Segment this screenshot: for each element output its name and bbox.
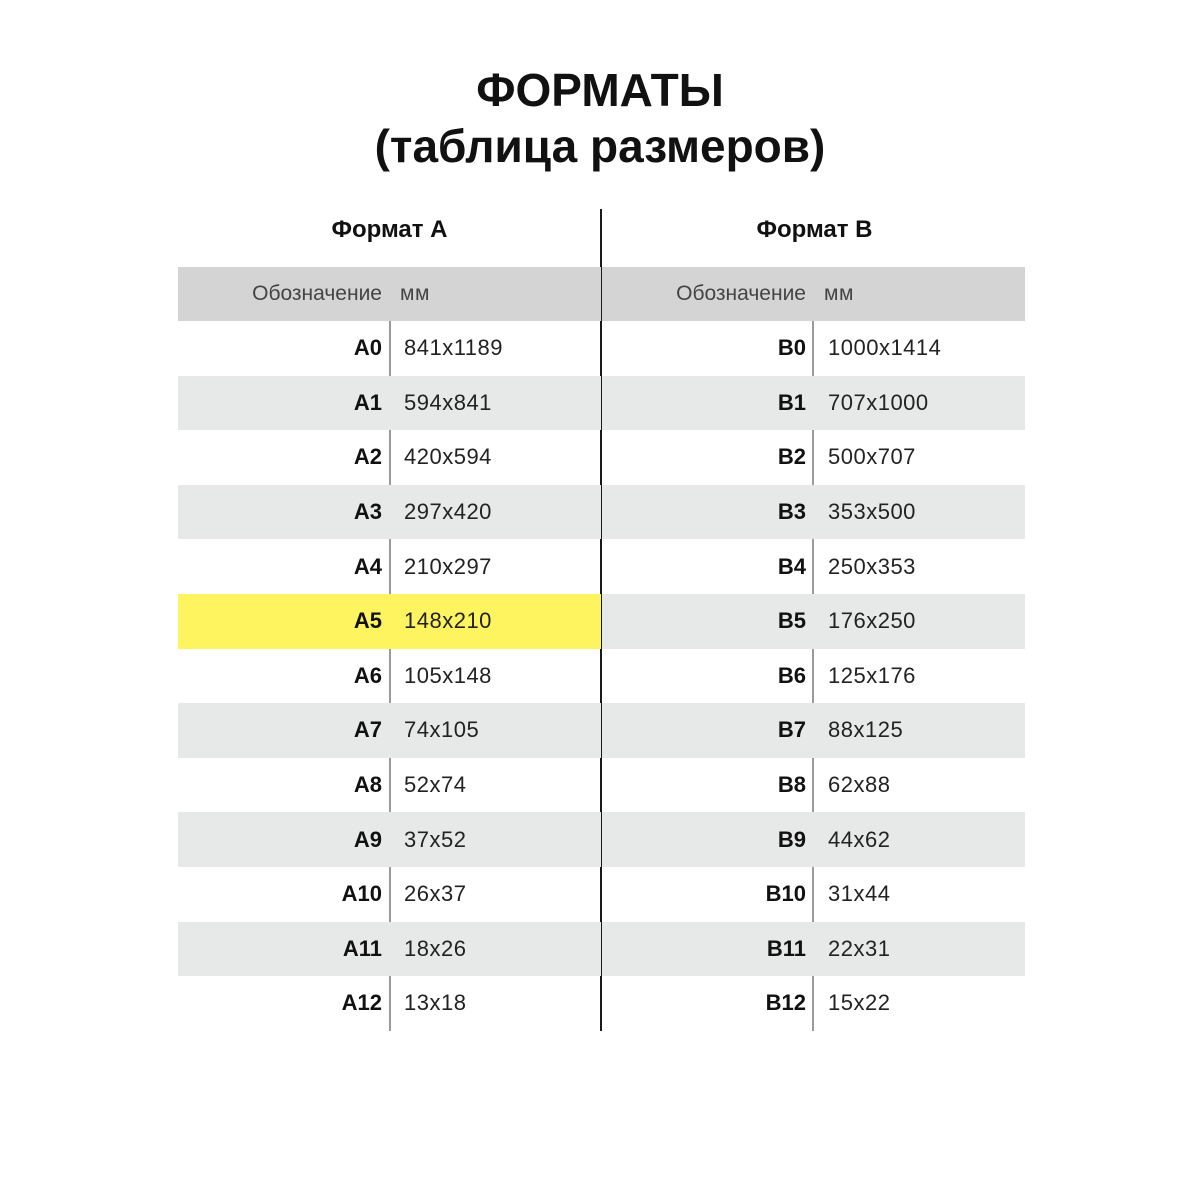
format-size: 62x88 [828, 772, 891, 798]
format-a-heading: Формат А [331, 216, 448, 243]
format-size: 297x420 [404, 499, 492, 525]
header-mm: мм [400, 282, 430, 305]
table-row [178, 922, 601, 977]
format-code: B2 [777, 444, 806, 470]
format-size: 37x52 [404, 826, 467, 852]
table-row [602, 812, 1025, 867]
format-code: B10 [765, 881, 806, 907]
format-size: 125x176 [828, 662, 916, 688]
format-size: 74x105 [404, 717, 480, 743]
table-row [178, 867, 601, 922]
table-row-highlighted [178, 594, 601, 649]
table-row [602, 922, 1025, 977]
format-a-table [178, 267, 601, 1031]
table-row [602, 758, 1025, 813]
table-row [178, 758, 601, 813]
format-code: A1 [353, 389, 382, 415]
format-size: 15x22 [828, 990, 891, 1016]
table-row [602, 539, 1025, 594]
format-code: B9 [777, 826, 806, 852]
format-code: B8 [777, 772, 806, 798]
format-code: A5 [353, 608, 382, 634]
format-size: 105x148 [404, 662, 492, 688]
page-title: ФОРМАТЫ [476, 64, 724, 116]
format-code: A11 [342, 935, 382, 961]
format-code: A6 [353, 662, 382, 688]
table-row [602, 376, 1025, 431]
format-size: 353x500 [828, 499, 916, 525]
header-mm: мм [824, 282, 854, 305]
table-row [178, 649, 601, 704]
table-row [178, 812, 601, 867]
format-code: B4 [777, 553, 806, 579]
format-code: B11 [766, 935, 806, 961]
table-row [178, 430, 601, 485]
format-size: 707x1000 [828, 389, 929, 415]
format-code: B7 [777, 717, 806, 743]
format-code: A10 [341, 881, 382, 907]
format-size: 31x44 [828, 881, 891, 907]
table-row [602, 976, 1025, 1031]
table-row [602, 649, 1025, 704]
table-row [178, 976, 601, 1031]
format-code: A9 [353, 826, 382, 852]
format-size: 250x353 [828, 553, 916, 579]
format-size: 148x210 [404, 608, 492, 634]
table-row [178, 376, 601, 431]
table-header [178, 267, 601, 321]
format-size: 500x707 [828, 444, 916, 470]
header-designation: Обозначение [676, 282, 806, 305]
format-size: 26x37 [404, 881, 467, 907]
format-code: B3 [777, 499, 806, 525]
page-subtitle: (таблица размеров) [374, 120, 826, 172]
format-code: A2 [353, 444, 382, 470]
format-size: 52x74 [404, 772, 467, 798]
table-row [178, 485, 601, 540]
format-code: B12 [765, 990, 806, 1016]
format-code: A0 [353, 335, 382, 361]
table-row [602, 594, 1025, 649]
format-size: 594x841 [404, 389, 492, 415]
format-b-heading: Формат В [756, 216, 873, 243]
format-code: A7 [353, 717, 382, 743]
header-designation: Обозначение [252, 282, 382, 305]
table-row [602, 867, 1025, 922]
format-code: B0 [777, 335, 806, 361]
format-size: 176x250 [828, 608, 916, 634]
format-b-table [602, 267, 1025, 1031]
format-size: 420x594 [404, 444, 492, 470]
format-code: A8 [353, 772, 382, 798]
table-row [602, 321, 1025, 376]
format-size: 88x125 [828, 717, 904, 743]
format-size: 22x31 [828, 935, 891, 961]
format-code: A12 [341, 990, 382, 1016]
format-size: 1000x1414 [828, 335, 942, 361]
table-row [178, 539, 601, 594]
format-size: 210x297 [404, 553, 492, 579]
format-size: 44x62 [828, 826, 891, 852]
table-row [178, 321, 601, 376]
format-code: B5 [777, 608, 806, 634]
format-code: A3 [353, 499, 382, 525]
table-row [602, 703, 1025, 758]
table-row [602, 485, 1025, 540]
table-row [178, 703, 601, 758]
format-code: B1 [777, 389, 806, 415]
format-code: B6 [777, 662, 806, 688]
table-row [602, 430, 1025, 485]
format-size: 13x18 [404, 990, 467, 1016]
format-size: 18x26 [404, 935, 467, 961]
format-size: 841x1189 [404, 335, 504, 361]
table-header [602, 267, 1025, 321]
format-code: A4 [353, 553, 382, 579]
